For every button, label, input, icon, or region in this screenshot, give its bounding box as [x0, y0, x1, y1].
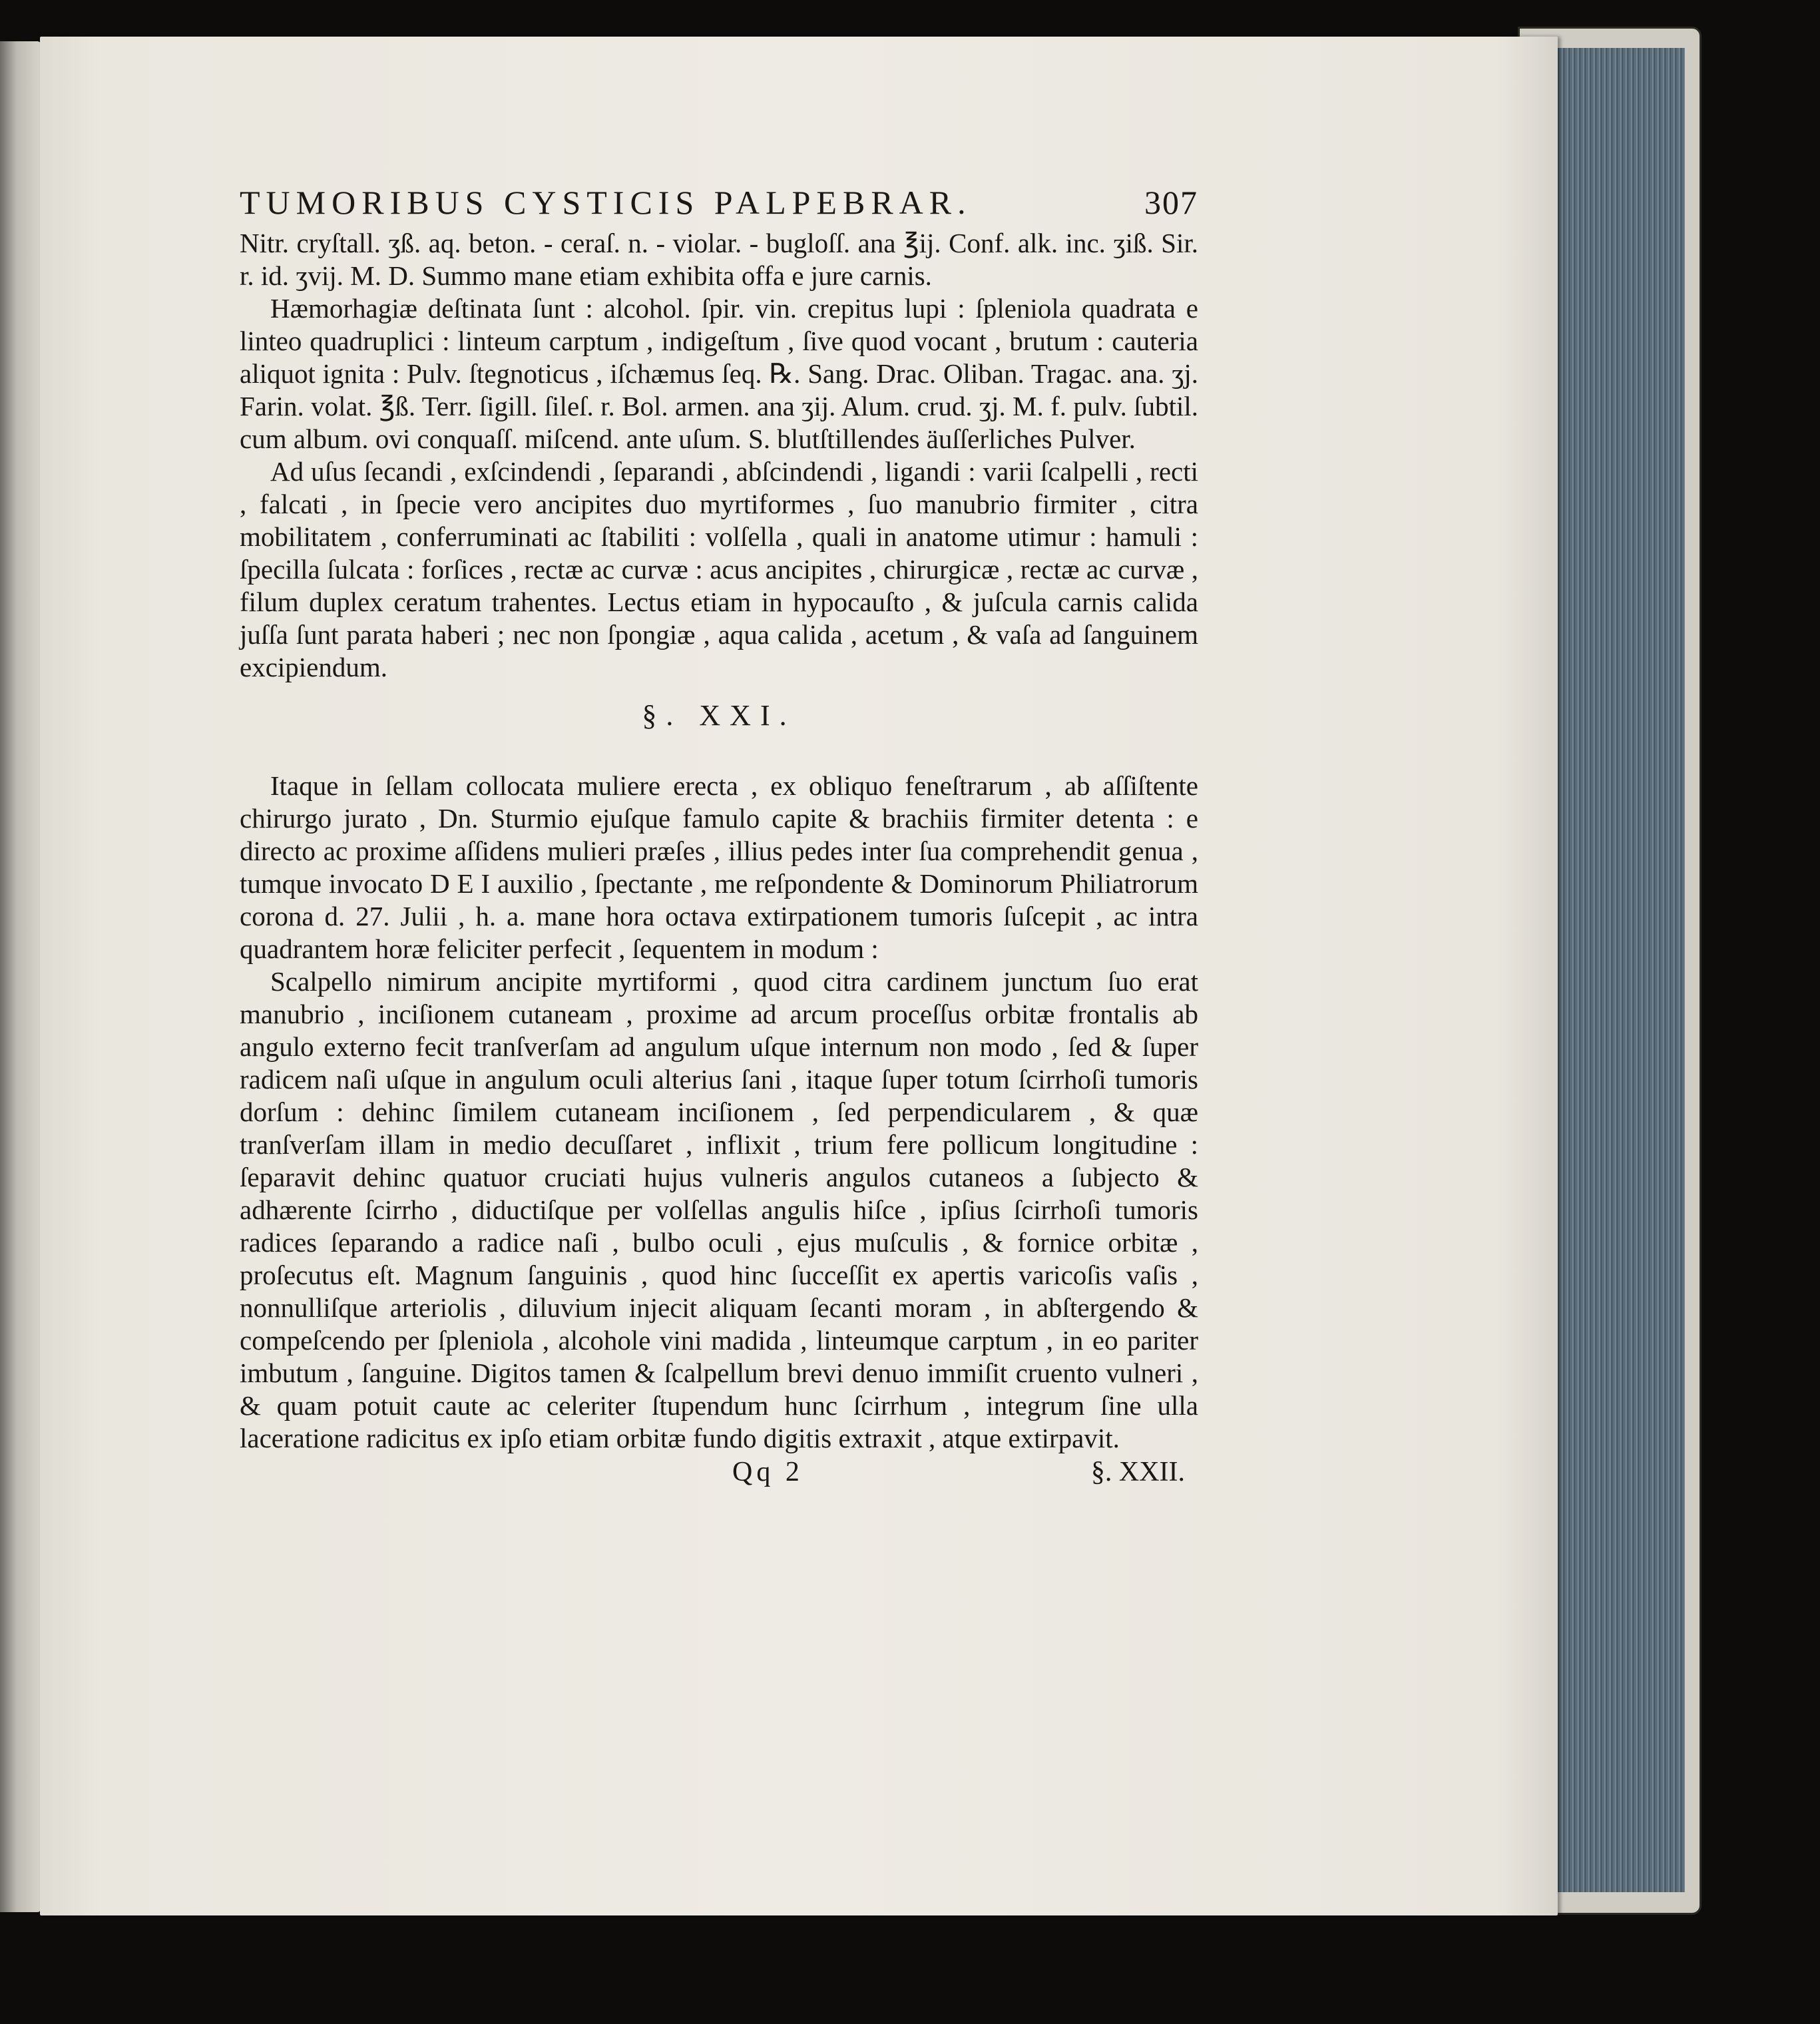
page-footer: [240, 1456, 1198, 1488]
book-page: [40, 37, 1558, 1915]
body-text: [240, 227, 1198, 1455]
running-head: [240, 183, 1198, 222]
paragraph: Ad uſus ſecandi , exſcindendi , ſeparandi , abſcindendi , ligandi : varii ſcalpelli , recti , falcati , in ſpecie vero ancipites duo myrtiformes , ſuo manubrio firmiter , citra mobilitatem , conferruminati ac ſtabiliti : volſella , quali in anatome utimur : hamuli : ſpecilla ſulcata : forſices , rectæ ac curvæ : acus ancipites , chirurgicæ , rectæ ac curvæ , filum duplex ceratum trahentes. Lectus etiam in hypocauſto , & juſcula carnis calida juſſa ſunt parata haberi ; nec non ſpongiæ , aqua calida , acetum , & vaſa ad ſanguinem excipiendum.: [240, 456, 1198, 682]
facing-page-edge: [0, 41, 41, 1912]
page-number: 307: [1144, 184, 1198, 221]
catchword: §. XXII.: [1090, 1457, 1185, 1487]
running-title: TUMORIBUS CYSTICIS PALPEBRAR.: [240, 184, 972, 221]
page-content: [240, 183, 1198, 1488]
page-edges: [1551, 48, 1685, 1892]
paragraph: Itaque in ſellam collocata muliere erecta , ex obliquo feneſtrarum , ab aſſiſtente chirurgo jurato , Dn. Sturmio ejuſque famulo capite & brachiis firmiter detenta : e directo ac proxime aſſidens mulieri præſes , illius pedes inter ſua comprehendit genua , tumque invocato D E I auxilio , ſpectante , me reſpondente & Dominorum Philiatrorum corona d. 27. Julii , h. a. mane hora octava extirpationem tumoris ſuſcepit , ac intra quadrantem horæ feliciter perfecit , ſequentem in modum :: [240, 770, 1198, 964]
paragraph: Hæmorhagiæ deſtinata ſunt : alcohol. ſpir. vin. crepitus lupi : ſpleniola quadrata e linteo quadruplici : linteum carptum , indigeſtum , ſive quod vocant , brutum : cauteria aliquot ignita : Pulv. ſtegnoticus , iſchæmus ſeq. ℞. Sang. Drac. Oliban. Tragac. ana. ʒj. Farin. volat. ℥ß. Terr. ſigill. ſileſ. r. Bol. armen. ana ʒij. Alum. crud. ʒj. M. f. pulv. ſubtil. cum album. ovi conquaſſ. miſcend. ante uſum. S. blutſtillendes äuſſerliches Pulver.: [240, 293, 1198, 454]
paragraph: Nitr. cryſtall. ʒß. aq. beton. - ceraſ. n. - violar. - bugloſſ. ana ℥ij. Conf. alk. inc. ʒiß. Sir. r. id. ʒvij. M. D. Summo mane etiam exhibita offa e jure carnis.: [240, 228, 1198, 291]
signature-mark: Qq 2: [732, 1457, 803, 1487]
paragraph: Scalpello nimirum ancipite myrtiformi , quod citra cardinem junctum ſuo erat manubrio , inciſionem cutaneam , proxime ad arcum proceſſus orbitæ frontalis ab angulo externo fecit tranſverſam ad angulum uſque internum non modo , ſed & ſuper radicem naſi uſque in angulum oculi alterius ſani , itaque ſuper totum ſcirrhoſi tumoris dorſum : dehinc ſimilem cutaneam inciſionem , ſed perpendicularem , & quæ tranſverſam illam in medio decuſſaret , inflixit , trium fere pollicum longitudine : ſeparavit dehinc quatuor cruciati hujus vulneris angulos cutaneos a ſubjecto & adhærente ſcirrho , diductiſque per volſellas angulis hiſce , ipſius ſcirrhoſi tumoris radices ſeparando a radice naſi , bulbo oculi , ejus muſculis , & fornice orbitæ , proſecutus eſt. Magnum ſanguinis , quod hinc ſucceſſit ex apertis varicoſis vaſis , nonnulliſque arteriolis , diluvium injecit aliquam ſecanti moram , in abſtergendo & compeſcendo per ſpleniola , alcohole vini madida , linteumque carptum , in eo pariter imbutum , ſanguine. Digitos tamen & ſcalpellum brevi denuo immiſit cruento vulneri , & quam potuit caute ac celeriter ſtupendum hunc ſcirrhum , integrum ſine ulla laceratione radicitus ex ipſo etiam orbitæ fundo digitis extraxit , atque extirpavit.: [240, 966, 1198, 1453]
section-heading: §. XXI.: [642, 699, 796, 732]
